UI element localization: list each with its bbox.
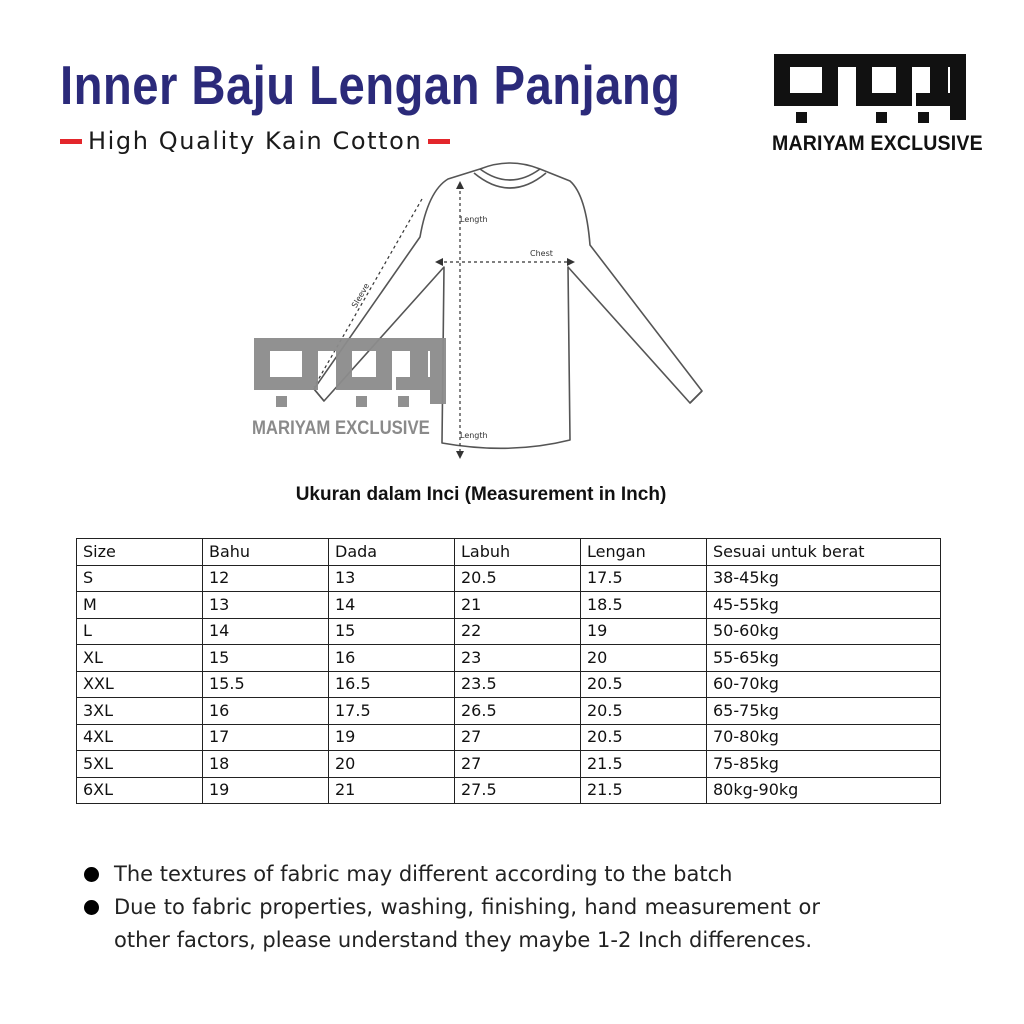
table-cell: 27	[455, 724, 581, 751]
mariyam-calligraphy-logo-icon	[772, 48, 968, 128]
table-cell: 12	[203, 565, 329, 592]
table-cell: 21.5	[581, 777, 707, 804]
table-cell: 18.5	[581, 592, 707, 619]
note-text: The textures of fabric may different according to the batch	[114, 862, 733, 886]
table-cell: 17.5	[329, 698, 455, 725]
table-cell: 75-85kg	[707, 751, 941, 778]
note-item	[84, 891, 820, 957]
table-cell: 21.5	[581, 751, 707, 778]
header-cell: Labuh	[455, 539, 581, 566]
table-row	[77, 751, 941, 778]
note-item	[84, 858, 820, 891]
subtitle-text: High Quality Kain Cotton	[88, 127, 423, 155]
table-row	[77, 671, 941, 698]
table-cell: 15	[329, 618, 455, 645]
table-cell: XL	[77, 645, 203, 672]
table-cell: 4XL	[77, 724, 203, 751]
bullet-icon	[84, 900, 99, 915]
table-cell: 27.5	[455, 777, 581, 804]
table-cell: 13	[203, 592, 329, 619]
table-cell: 80kg-90kg	[707, 777, 941, 804]
header-cell: Sesuai untuk berat	[707, 539, 941, 566]
size-chart-table	[76, 538, 941, 804]
table-cell: 20.5	[455, 565, 581, 592]
table-cell: 17	[203, 724, 329, 751]
table-cell: 23.5	[455, 671, 581, 698]
table-header-row	[77, 539, 941, 566]
table-cell: S	[77, 565, 203, 592]
table-cell: 19	[203, 777, 329, 804]
table-cell: 3XL	[77, 698, 203, 725]
table-cell: 18	[203, 751, 329, 778]
table-cell: 16.5	[329, 671, 455, 698]
table-cell: 22	[455, 618, 581, 645]
brand-name: MARIYAM EXCLUSIVE	[772, 132, 983, 155]
table-row	[77, 618, 941, 645]
table-row	[77, 724, 941, 751]
table-cell: 20	[329, 751, 455, 778]
header-cell: Dada	[329, 539, 455, 566]
length-label-top: Length	[460, 215, 488, 224]
brand-logo	[772, 48, 983, 156]
accent-bar-right	[428, 139, 450, 144]
table-cell: 17.5	[581, 565, 707, 592]
table-cell: 5XL	[77, 751, 203, 778]
table-cell: 16	[203, 698, 329, 725]
table-cell: 27	[455, 751, 581, 778]
table-cell: 26.5	[455, 698, 581, 725]
table-cell: XXL	[77, 671, 203, 698]
header-cell: Bahu	[203, 539, 329, 566]
table-cell: 21	[455, 592, 581, 619]
table-row	[77, 645, 941, 672]
watermark-text: MARIYAM EXCLUSIVE	[252, 418, 430, 439]
length-label-bottom: Length	[460, 431, 488, 440]
table-cell: 38-45kg	[707, 565, 941, 592]
page-title: Inner Baju Lengan Panjang	[60, 54, 681, 116]
table-cell: 20.5	[581, 671, 707, 698]
table-cell: 15.5	[203, 671, 329, 698]
chest-label: Chest	[530, 249, 553, 258]
table-cell: 21	[329, 777, 455, 804]
table-cell: 19	[329, 724, 455, 751]
table-cell: 60-70kg	[707, 671, 941, 698]
notes-list	[84, 858, 820, 957]
subtitle	[60, 124, 450, 158]
table-cell: 55-65kg	[707, 645, 941, 672]
table-cell: 45-55kg	[707, 592, 941, 619]
table-cell: 20.5	[581, 698, 707, 725]
table-row	[77, 777, 941, 804]
sleeve-label: Sleeve	[350, 281, 372, 310]
table-cell: 14	[203, 618, 329, 645]
table-row	[77, 565, 941, 592]
table-cell: 50-60kg	[707, 618, 941, 645]
watermark	[252, 332, 450, 440]
table-cell: 65-75kg	[707, 698, 941, 725]
table-cell: M	[77, 592, 203, 619]
note-text: Due to fabric properties, washing, finishing, hand measurement or other factors, please understand they maybe 1-2 Inch differences.	[114, 895, 820, 952]
table-cell: 23	[455, 645, 581, 672]
table-cell: 20.5	[581, 724, 707, 751]
table-cell: 20	[581, 645, 707, 672]
table-cell: 19	[581, 618, 707, 645]
table-cell: 13	[329, 565, 455, 592]
table-cell: 15	[203, 645, 329, 672]
table-cell: 70-80kg	[707, 724, 941, 751]
table-caption: Ukuran dalam Inci (Measurement in Inch)	[295, 484, 667, 505]
table-cell: 14	[329, 592, 455, 619]
table-cell: L	[77, 618, 203, 645]
table-row	[77, 592, 941, 619]
table-cell: 16	[329, 645, 455, 672]
table-cell: 6XL	[77, 777, 203, 804]
header-cell: Size	[77, 539, 203, 566]
bullet-icon	[84, 867, 99, 882]
accent-bar-left	[60, 139, 82, 144]
mariyam-calligraphy-logo-icon	[252, 332, 448, 412]
table-row	[77, 698, 941, 725]
header-cell: Lengan	[581, 539, 707, 566]
